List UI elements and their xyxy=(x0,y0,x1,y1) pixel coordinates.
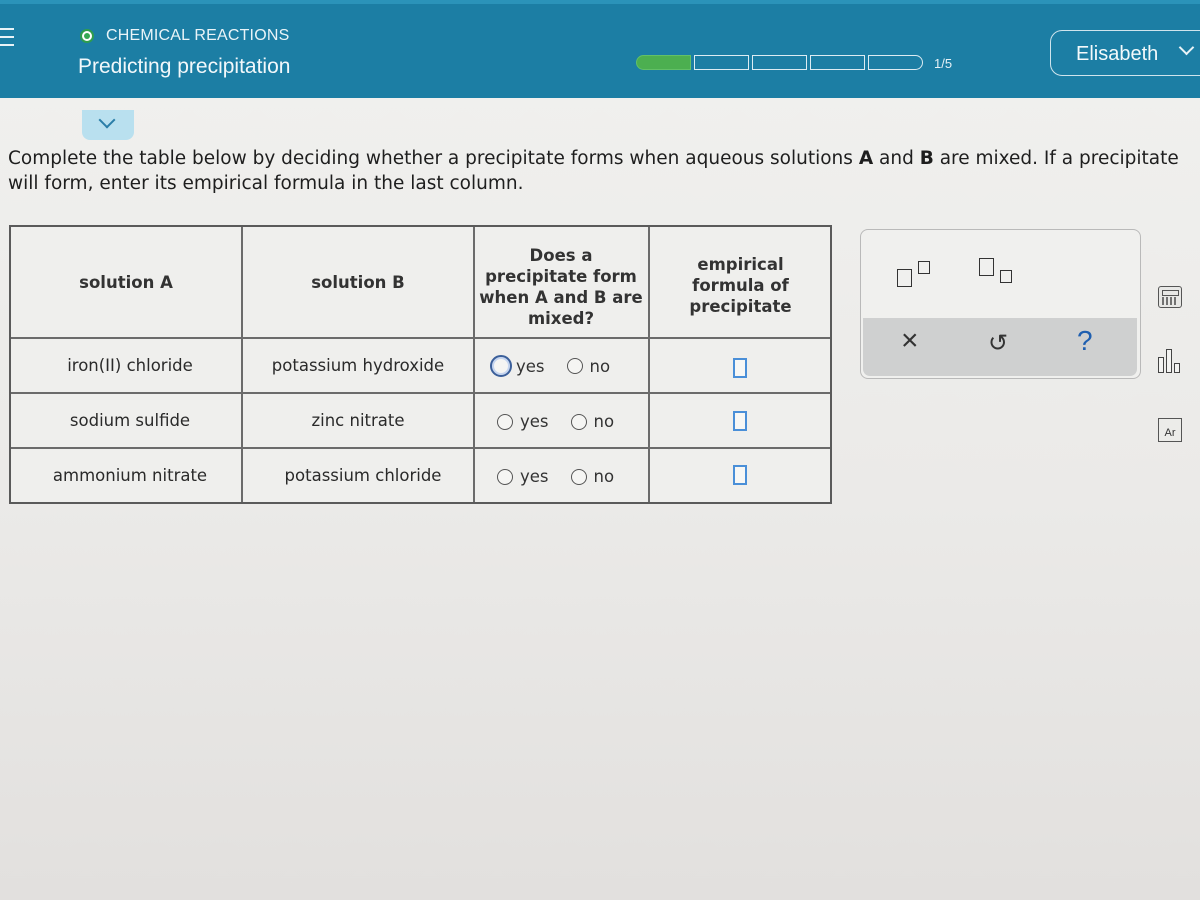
question-instructions xyxy=(8,146,1193,196)
row3-precipitate-choice xyxy=(497,467,614,486)
instruction-text: and xyxy=(873,148,920,169)
progress-segment xyxy=(752,55,807,70)
table-divider xyxy=(648,227,650,502)
row3-solution-a: ammonium nitrate xyxy=(52,466,208,485)
topic-status-icon xyxy=(80,29,94,43)
row1-precipitate-choice xyxy=(490,355,610,377)
chevron-down-icon xyxy=(99,112,116,129)
instruction-text: are mixed. If a precipitate will form, enter its empirical formula in the last column. xyxy=(8,148,1179,194)
undo-icon[interactable]: ↺ xyxy=(988,329,1009,357)
row2-yes-label[interactable]: yes xyxy=(520,412,549,431)
row2-solution-b: zinc nitrate xyxy=(311,411,405,430)
precipitation-table xyxy=(9,225,832,504)
topic-title: CHEMICAL REACTIONS xyxy=(106,27,290,44)
row1-no-radio[interactable] xyxy=(567,358,583,374)
header-solution-b: solution B xyxy=(311,272,405,292)
data-chart-icon[interactable] xyxy=(1158,349,1186,373)
header-precipitate-question: Does a precipitate form when A and B are mixed? xyxy=(479,246,643,328)
row2-solution-a: sodium sulfide xyxy=(69,411,191,430)
collapse-header-button[interactable] xyxy=(82,110,134,140)
row2-formula-input[interactable] xyxy=(733,411,747,431)
row1-yes-label[interactable]: yes xyxy=(516,356,545,376)
periodic-table-icon[interactable]: Ar xyxy=(1158,418,1182,442)
row1-no-label[interactable]: no xyxy=(589,356,611,376)
row3-no-label[interactable]: no xyxy=(593,467,615,486)
row3-no-radio[interactable] xyxy=(571,469,587,485)
row3-yes-label[interactable]: yes xyxy=(520,467,549,486)
subscript-icon[interactable] xyxy=(979,258,1023,288)
chevron-down-icon xyxy=(1179,40,1195,56)
instruction-bold-b: B xyxy=(919,148,934,169)
instruction-text: Complete the table below by deciding whether a precipitate forms when aqueous solutions xyxy=(8,148,859,169)
help-icon[interactable]: ? xyxy=(1077,325,1093,356)
progress-segment xyxy=(694,55,749,70)
calculator-icon[interactable] xyxy=(1158,286,1182,308)
progress-count: 1/5 xyxy=(934,56,953,71)
row3-solution-b: potassium chloride xyxy=(284,466,442,485)
lesson-title: Predicting precipitation xyxy=(78,55,291,78)
header-solution-a: solution A xyxy=(79,272,173,292)
progress-segment xyxy=(636,55,691,70)
formula-palette xyxy=(860,229,1141,379)
top-bar xyxy=(0,0,1200,98)
header-empirical-formula: empirical formula of precipitate xyxy=(689,255,792,316)
row2-precipitate-choice xyxy=(497,412,614,431)
row1-yes-radio[interactable] xyxy=(490,355,512,377)
row3-yes-radio[interactable] xyxy=(497,469,513,485)
row2-no-radio[interactable] xyxy=(571,414,587,430)
row3-formula-input[interactable] xyxy=(733,465,747,485)
row1-formula-input[interactable] xyxy=(733,358,747,378)
user-menu-button[interactable] xyxy=(1050,30,1200,76)
row2-yes-radio[interactable] xyxy=(497,414,513,430)
progress-segment xyxy=(868,55,923,70)
row1-solution-b: potassium hydroxide xyxy=(271,356,445,375)
palette-action-bar xyxy=(863,318,1137,376)
row2-no-label[interactable]: no xyxy=(593,412,615,431)
instruction-bold-a: A xyxy=(858,148,874,169)
user-name: Elisabeth xyxy=(1076,43,1159,65)
superscript-icon[interactable] xyxy=(897,261,941,291)
hamburger-menu-icon[interactable] xyxy=(0,28,18,54)
progress-bar xyxy=(636,55,926,70)
header-edge xyxy=(0,0,1200,4)
clear-icon[interactable]: × xyxy=(901,324,919,357)
row1-solution-a: iron(II) chloride xyxy=(67,356,193,375)
progress-segment xyxy=(810,55,865,70)
